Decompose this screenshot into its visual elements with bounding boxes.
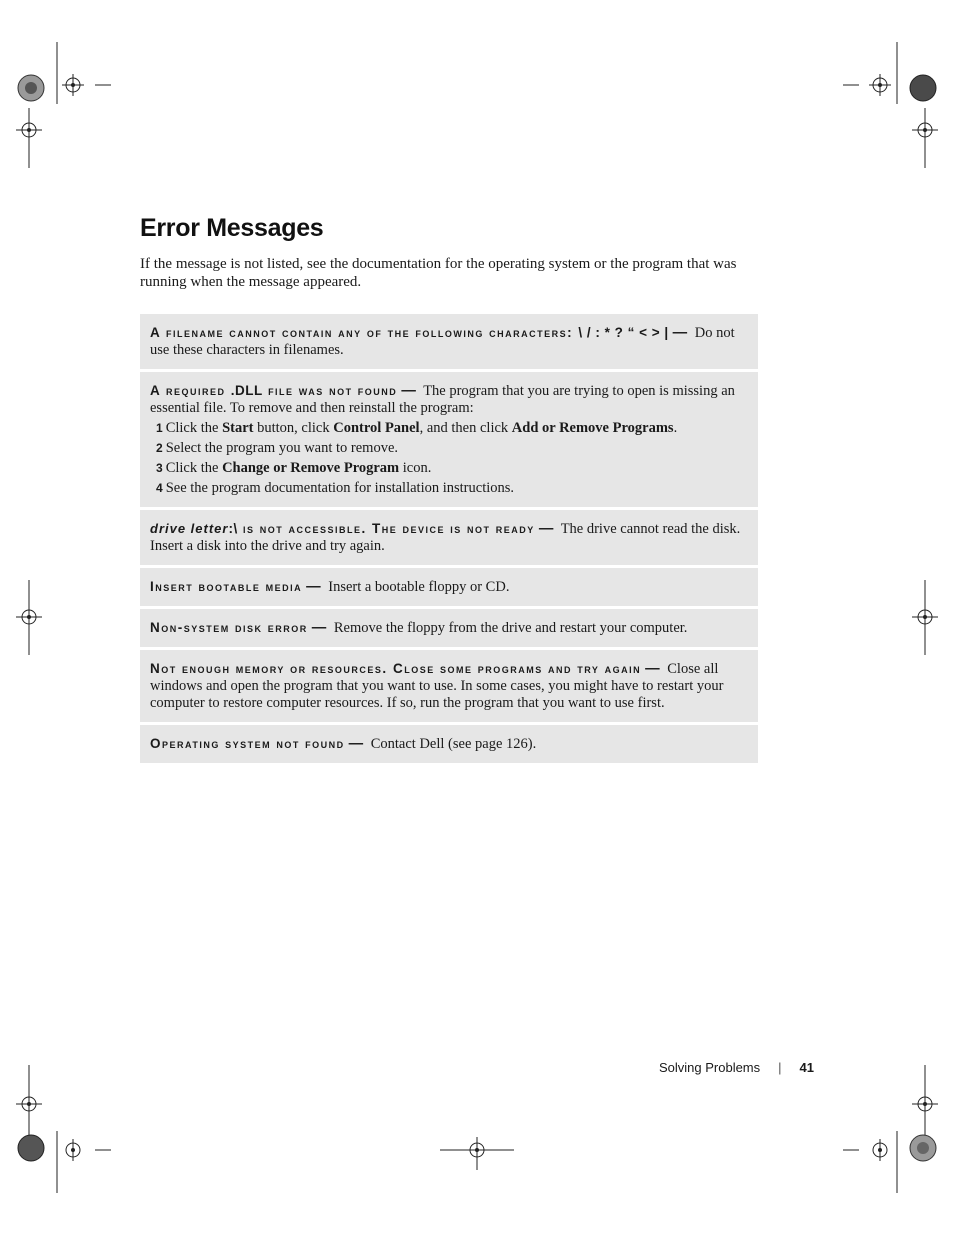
error-description: The program that you are trying to open is missing an essential file. To remove and then reinstall the program: bbox=[150, 383, 735, 416]
entry-non-system-disk: Non-system disk error — Remove the floppy from the drive and restart your computer. bbox=[140, 609, 758, 647]
error-message-title: A filename cannot contain any of the following characters: \ / : * ? “ < > | bbox=[150, 325, 669, 340]
error-message-title: Not enough memory or resources. Close some programs and try again bbox=[150, 661, 642, 676]
page-footer bbox=[659, 1060, 814, 1075]
entry-insert-bootable-media: Insert bootable media — Insert a bootable floppy or CD. bbox=[140, 568, 758, 606]
footer-separator: | bbox=[778, 1060, 782, 1075]
error-description: The drive cannot read the disk. Insert a disk into the drive and try again. bbox=[150, 521, 741, 554]
error-message-title: A required .DLL file was not found bbox=[150, 383, 398, 398]
reinstall-steps bbox=[150, 420, 746, 497]
entry-drive-not-accessible: drive letter:\ is not accessible. The device is not ready — The drive cannot read the disk. Insert a disk into the drive and try again. bbox=[140, 510, 758, 565]
drive-letter-variable: drive letter bbox=[150, 521, 229, 536]
error-description: Insert a bootable floppy or CD. bbox=[328, 579, 510, 595]
intro-paragraph: If the message is not listed, see the documentation for the operating system or the program that was running when the message appeared. bbox=[140, 256, 737, 290]
error-message-list bbox=[140, 314, 758, 766]
error-message-title: Non-system disk error bbox=[150, 620, 308, 635]
page-number: 41 bbox=[799, 1060, 814, 1075]
error-message-title: Operating system not found bbox=[150, 736, 345, 751]
error-description: Close all windows and open the program that you want to use. In some cases, you might have to restart your computer to restore computer resources. If so, run the program that you want to use first. bbox=[150, 661, 724, 711]
step-item: 1 Click the Start button, click Control Panel, and then click Add or Remove Programs. bbox=[156, 420, 678, 436]
error-message-title: :\ is not accessible. The device is not ready bbox=[228, 521, 535, 536]
error-message-title: Insert bootable media bbox=[150, 579, 303, 594]
footer-section-title: Solving Problems bbox=[658, 1060, 761, 1075]
entry-os-not-found: Operating system not found — Contact Dell (see page 126). bbox=[140, 725, 758, 763]
entry-not-enough-memory: Not enough memory or resources. Close some programs and try again — Close all windows and open the program that you want to use. In some cases, you might have to restart your computer to restore computer resources. If so, run the program that you want to use first. bbox=[140, 650, 758, 722]
page-title: Error Messages bbox=[140, 214, 324, 242]
error-description: Remove the floppy from the drive and restart your computer. bbox=[333, 620, 688, 636]
step-item: 2 Select the program you want to remove. bbox=[156, 440, 399, 456]
step-item: 4 See the program documentation for installation instructions. bbox=[156, 480, 515, 496]
entry-filename-characters: A filename cannot contain any of the following characters: \ / : * ? “ < > | — Do not use these characters in filenames. bbox=[140, 314, 758, 369]
step-item: 3 Click the Change or Remove Program icon. bbox=[156, 460, 432, 476]
entry-dll-not-found: A required .DLL file was not found — The program that you are trying to open is missing an essential file. To remove and then reinstall the program: 1 Click the Start button, click Control Panel, and then click Add or Remove Programs. 2 Select the program you want to remove. 3 Click the Change or Remove Program icon. 4 See the program documentation for installation instructions. bbox=[140, 372, 758, 507]
error-description: Do not use these characters in filenames. bbox=[150, 325, 735, 358]
error-description: Contact Dell (see page 126). bbox=[370, 736, 537, 752]
